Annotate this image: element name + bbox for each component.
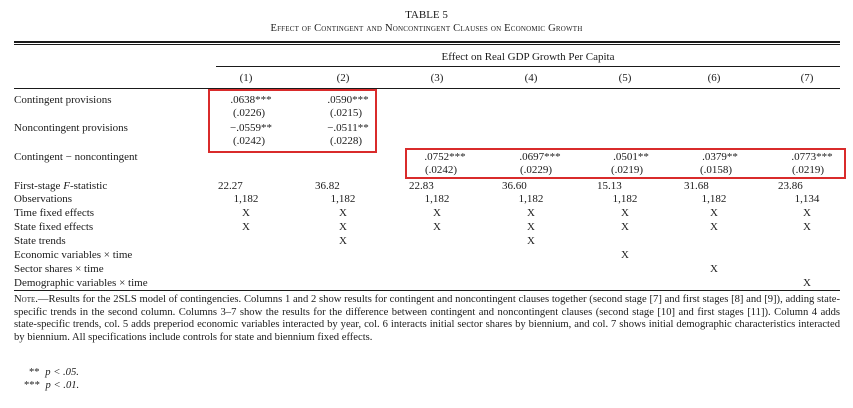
cell-x-mark: X bbox=[803, 207, 811, 219]
table-number: TABLE 5 bbox=[405, 9, 448, 21]
cell-se: (.0229) bbox=[519, 164, 553, 176]
row-label-contingent: Contingent provisions bbox=[14, 94, 112, 106]
cell-se: (.0219) bbox=[791, 164, 825, 176]
cell-se: (.0215) bbox=[329, 107, 363, 119]
column-header: (7) bbox=[800, 72, 814, 84]
cell-coef: .0773*** bbox=[791, 151, 833, 163]
sig-stars: ** bbox=[29, 367, 40, 378]
cell-coef: .0590*** bbox=[327, 94, 369, 106]
column-header: (6) bbox=[707, 72, 721, 84]
cell-se: (.0226) bbox=[232, 107, 266, 119]
top-rule-thin bbox=[14, 44, 840, 45]
row-label-fstat bbox=[14, 180, 107, 193]
cell-coef: −.0559** bbox=[230, 122, 272, 134]
sig-text: p < .01. bbox=[45, 380, 80, 391]
row-label-time-fe: Time fixed effects bbox=[14, 207, 95, 219]
highlight-box-cols-1-2 bbox=[208, 89, 377, 153]
cell-x-mark: X bbox=[339, 221, 347, 233]
cell-observations: 1,182 bbox=[233, 193, 259, 205]
cell-coef: .0638*** bbox=[230, 94, 272, 106]
cell-x-mark: X bbox=[242, 207, 250, 219]
column-header: (4) bbox=[524, 72, 538, 84]
cell-se: (.0242) bbox=[232, 135, 266, 147]
cell-observations: 1,134 bbox=[794, 193, 820, 205]
cell-x-mark: X bbox=[803, 221, 811, 233]
cell-coef: .0697*** bbox=[519, 151, 561, 163]
table-note bbox=[14, 294, 840, 344]
highlight-box-cols-3-7 bbox=[405, 148, 846, 179]
cell-observations: 1,182 bbox=[330, 193, 356, 205]
header-group-label: Effect on Real GDP Growth Per Capita bbox=[441, 51, 615, 63]
header-group-rule bbox=[216, 66, 840, 67]
cell-observations: 1,182 bbox=[518, 193, 544, 205]
cell-fstat: 36.82 bbox=[315, 180, 340, 192]
cell-fstat: 15.13 bbox=[597, 180, 622, 192]
cell-x-mark: X bbox=[803, 277, 811, 289]
cell-coef: .0379** bbox=[702, 151, 738, 163]
cell-fstat: 36.60 bbox=[502, 180, 527, 192]
sig-text: p < .05. bbox=[45, 367, 79, 378]
significance-note-05 bbox=[29, 367, 79, 378]
cell-x-mark: X bbox=[621, 249, 629, 261]
header-bottom-rule bbox=[14, 88, 840, 89]
cell-fstat: 23.86 bbox=[778, 180, 803, 192]
table-title: Effect of Contingent and Noncontingent Clauses on Economic Growth bbox=[270, 23, 583, 34]
cell-x-mark: X bbox=[527, 221, 535, 233]
cell-fstat: 22.27 bbox=[218, 180, 243, 192]
cell-x-mark: X bbox=[527, 207, 535, 219]
cell-se: (.0242) bbox=[424, 164, 458, 176]
cell-x-mark: X bbox=[621, 207, 629, 219]
fstat-label-pre: First-stage bbox=[14, 180, 64, 192]
bottom-rule bbox=[14, 290, 840, 291]
column-header: (5) bbox=[618, 72, 632, 84]
cell-se: (.0228) bbox=[329, 135, 363, 147]
cell-x-mark: X bbox=[710, 263, 718, 275]
row-label-observations: Observations bbox=[14, 193, 73, 205]
cell-x-mark: X bbox=[433, 221, 441, 233]
column-header: (1) bbox=[239, 72, 253, 84]
row-label-econ-time: Economic variables × time bbox=[14, 249, 133, 261]
cell-x-mark: X bbox=[433, 207, 441, 219]
significance-note-01 bbox=[24, 380, 79, 391]
cell-x-mark: X bbox=[339, 235, 347, 247]
cell-coef: −.0511** bbox=[327, 122, 369, 134]
cell-x-mark: X bbox=[710, 207, 718, 219]
cell-x-mark: X bbox=[242, 221, 250, 233]
row-label-state-trends: State trends bbox=[14, 235, 66, 247]
cell-coef: .0752*** bbox=[424, 151, 466, 163]
row-label-sector-time: Sector shares × time bbox=[14, 263, 104, 275]
row-label-difference: Contingent − noncontingent bbox=[14, 151, 138, 163]
cell-observations: 1,182 bbox=[612, 193, 638, 205]
row-label-noncontingent: Noncontingent provisions bbox=[14, 122, 128, 134]
cell-se: (.0219) bbox=[610, 164, 644, 176]
note-lead: Note. bbox=[14, 294, 38, 305]
row-label-state-fe: State fixed effects bbox=[14, 221, 94, 233]
cell-x-mark: X bbox=[527, 235, 535, 247]
cell-fstat: 22.83 bbox=[409, 180, 434, 192]
column-header: (2) bbox=[336, 72, 350, 84]
row-label-demo-time: Demographic variables × time bbox=[14, 277, 148, 289]
cell-coef: .0501** bbox=[613, 151, 649, 163]
note-text: —Results for the 2SLS model of contingencies. Columns 1 and 2 show results for contingent and noncontingent clauses together (second stage [7] and first stages [8] and [9]), adding state-specific trends in the second column. Columns 3–7 show the results for the difference between contingent and noncontingent clauses (second stage [10] and first stages [11]). Column 4 adds state-specific trends, col. 5 adds preperiod economic variables interacted by year, col. 6 interacts initial sector shares by biennium, and col. 7 shows initial demographic characteristics interacted by biennium. All specifications include controls for state and biennium fixed effects. bbox=[14, 294, 840, 343]
cell-x-mark: X bbox=[621, 221, 629, 233]
cell-observations: 1,182 bbox=[701, 193, 727, 205]
sig-stars: *** bbox=[24, 380, 40, 391]
column-header: (3) bbox=[430, 72, 444, 84]
cell-fstat: 31.68 bbox=[684, 180, 709, 192]
cell-x-mark: X bbox=[710, 221, 718, 233]
cell-se: (.0158) bbox=[699, 164, 733, 176]
cell-observations: 1,182 bbox=[424, 193, 450, 205]
fstat-label-post: -statistic bbox=[69, 180, 108, 192]
top-rule-thick bbox=[14, 41, 840, 43]
fstat-label-f: F bbox=[63, 180, 70, 192]
cell-x-mark: X bbox=[339, 207, 347, 219]
